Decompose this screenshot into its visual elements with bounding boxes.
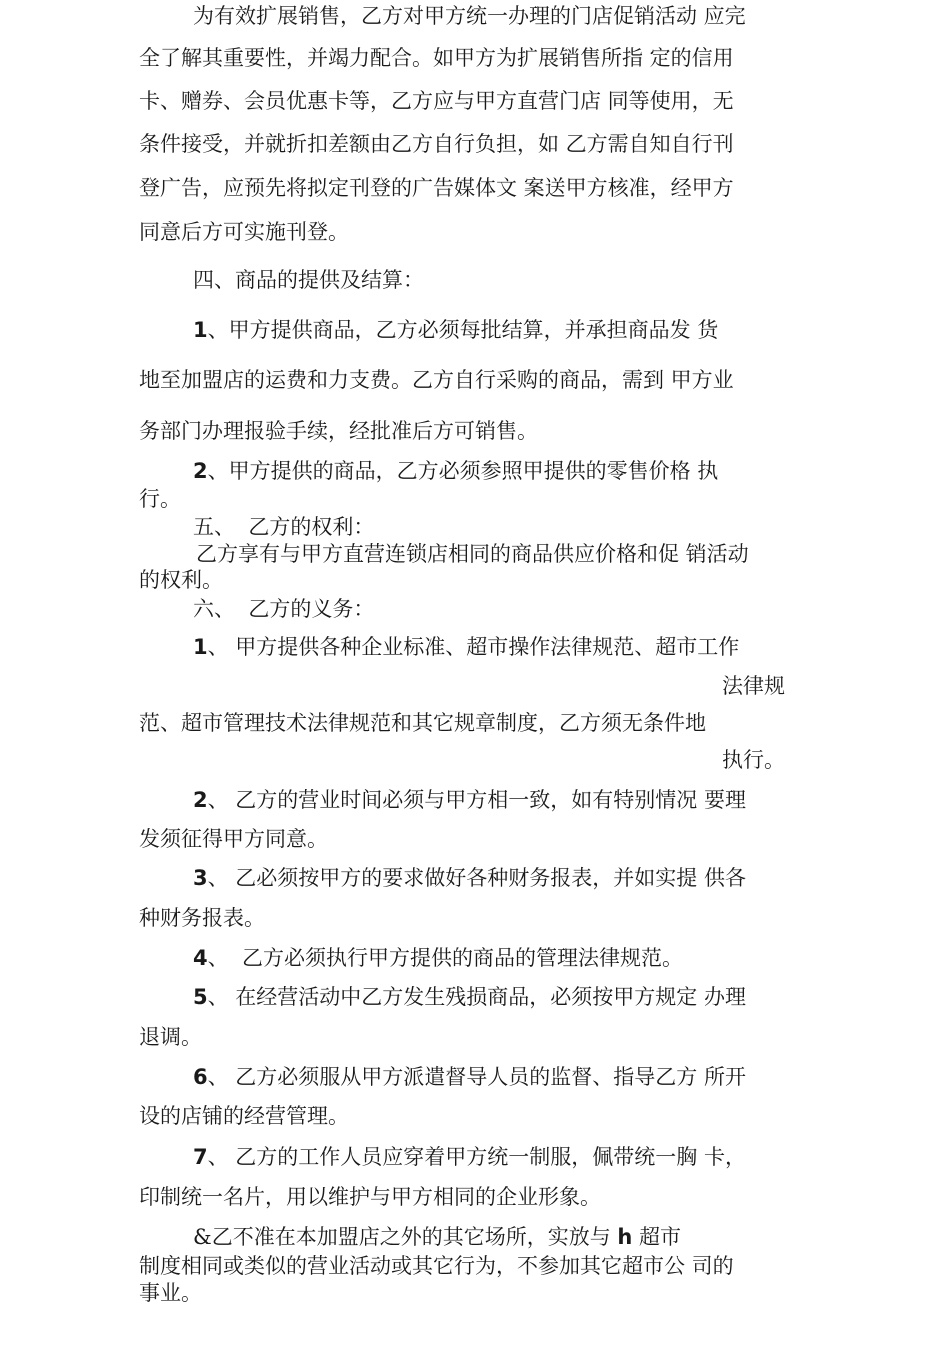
item-text: 、 甲方提供各种企业标准、超市操作法律规范、超市工作 — [207, 635, 740, 659]
paragraph-line: 范、超市管理技术法律规范和其它规章制度，乙方须无条件地 — [139, 711, 706, 735]
item-number: 7 — [193, 1145, 208, 1169]
paragraph-line: 地至加盟店的运费和力支费。乙方自行采购的商品，需到 甲方业 — [139, 368, 734, 392]
item-text: 、 乙方必须服从甲方派遣督导人员的监督、指导乙方 所开 — [207, 1065, 746, 1089]
section-heading: 四、商品的提供及结算： — [193, 268, 424, 292]
section-heading: 五、 乙方的权利： — [193, 515, 375, 539]
item-text: 、 乙方的工作人员应穿着甲方统一制服，佩带统一胸 卡， — [207, 1145, 746, 1169]
paragraph-line: 登广告，应预先将拟定刊登的广告媒体文 案送甲方核准，经甲方 — [139, 176, 734, 200]
item-number: 2 — [193, 459, 208, 483]
paragraph-line: 卡、赠券、会员优惠卡等，乙方应与甲方直营门店 同等使用，无 — [139, 89, 734, 113]
paragraph-line: 种财务报表。 — [139, 906, 265, 930]
paragraph-line: 事业。 — [139, 1281, 202, 1305]
paragraph-line: 乙方享有与甲方直营连锁店相同的商品供应价格和促 销活动 — [196, 542, 749, 566]
line-text-tail: 超市 — [632, 1225, 682, 1249]
numbered-item — [193, 1144, 746, 1170]
item-text: 、甲方提供的商品，乙方必须参照甲提供的零售价格 执 — [207, 459, 719, 483]
paragraph-line: 设的店铺的经营管理。 — [139, 1104, 349, 1128]
bold-letter: h — [617, 1225, 633, 1249]
numbered-item — [193, 865, 746, 891]
paragraph-line: 执行。 — [722, 748, 785, 772]
paragraph-line: 同意后方可实施刊登。 — [139, 220, 349, 244]
item-number: 1 — [193, 635, 208, 659]
paragraph-line: 制度相同或类似的营业活动或其它行为，不参加其它超市公 司的 — [139, 1254, 734, 1278]
numbered-item — [193, 1064, 746, 1090]
item-number: 2 — [193, 788, 208, 812]
item-text: 、 乙方的营业时间必须与甲方相一致，如有特别情况 要理 — [207, 788, 746, 812]
paragraph-line — [193, 1224, 681, 1250]
paragraph-line: 的权利。 — [139, 568, 223, 592]
numbered-item — [193, 317, 718, 343]
paragraph-line: 印制统一名片，用以维护与甲方相同的企业形象。 — [139, 1185, 601, 1209]
item-number: 4 — [193, 946, 208, 970]
paragraph-line: 法律规 — [722, 674, 785, 698]
paragraph-line: 退调。 — [139, 1025, 202, 1049]
item-text: 、 在经营活动中乙方发生残损商品，必须按甲方规定 办理 — [207, 985, 746, 1009]
numbered-item — [193, 458, 718, 484]
numbered-item — [193, 945, 683, 971]
paragraph-line: 行。 — [139, 487, 181, 511]
item-text: 、 乙必须按甲方的要求做好各种财务报表，并如实提 供各 — [207, 866, 746, 890]
paragraph-line: 务部门办理报验手续，经批准后方可销售。 — [139, 419, 538, 443]
item-number: 6 — [193, 1065, 208, 1089]
paragraph-line: 发须征得甲方同意。 — [139, 827, 328, 851]
numbered-item — [193, 984, 746, 1010]
numbered-item — [193, 634, 739, 660]
paragraph-line: 条件接受，并就折扣差额由乙方自行负担，如 乙方需自知自行刊 — [139, 132, 734, 156]
item-number: 3 — [193, 866, 208, 890]
item-number: 5 — [193, 985, 208, 1009]
paragraph-line: 为有效扩展销售，乙方对甲方统一办理的门店促销活动 应完 — [193, 4, 746, 28]
numbered-item — [193, 787, 746, 813]
section-heading: 六、 乙方的义务： — [193, 597, 375, 621]
item-text: 、 乙方必须执行甲方提供的商品的管理法律规范。 — [207, 946, 683, 970]
line-text: &乙不准在本加盟店之外的其它场所，实放与 — [193, 1225, 618, 1249]
paragraph-line: 全了解其重要性，并竭力配合。如甲方为扩展销售所指 定的信用 — [139, 46, 734, 70]
item-text: 、甲方提供商品，乙方必须每批结算，并承担商品发 货 — [207, 318, 719, 342]
item-number: 1 — [193, 318, 208, 342]
